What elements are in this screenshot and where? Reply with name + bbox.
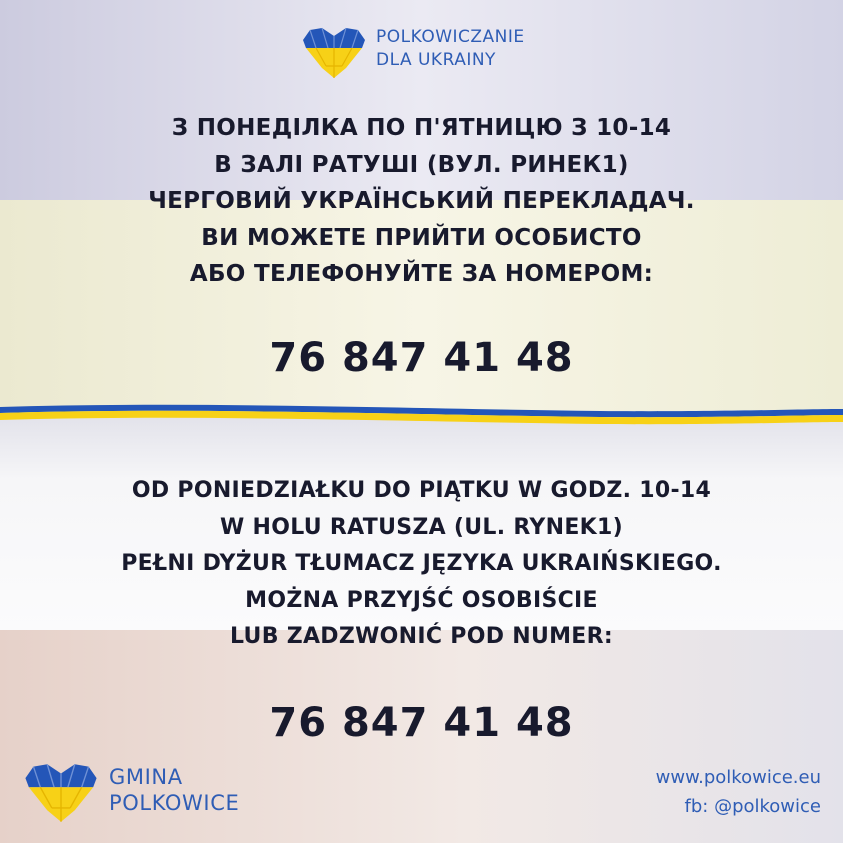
ukrainian-info-text — [0, 110, 843, 293]
logo-bottom-title — [109, 764, 239, 816]
logo-top-line2: DLA UKRAINY — [376, 50, 496, 70]
logo-bottom-line1: GMINA — [109, 765, 183, 789]
pl-line-1: OD PONIEDZIAŁKU DO PIĄTKU W GODZ. 10-14 — [131, 478, 712, 503]
logo-gmina-polkowice — [24, 760, 284, 830]
facebook-handle[interactable]: fb: @polkowice — [684, 796, 821, 817]
ua-line-5: АБО ТЕЛЕФОНУЙТЕ ЗА НОМЕРОМ: — [189, 261, 654, 287]
ua-line-1: З ПОНЕДІЛКА ПО П'ЯТНИЦЮ З 10-14 — [171, 115, 672, 141]
pl-line-2: W HOLU RATUSZA (UL. RYNEK1) — [220, 514, 623, 540]
ua-line-3: ЧЕРГОВИЙ УКРАЇНСЬКИЙ ПЕРЕКЛАДАЧ. — [148, 188, 695, 214]
contact-info — [656, 763, 821, 821]
pl-line-4: MOŻNA PRZYJŚĆ OSOBIŚCIE — [245, 587, 598, 613]
ua-phone-number: 76 847 41 48 — [269, 335, 574, 381]
logo-polkowiczanie-dla-ukrainy — [302, 26, 552, 86]
heart-icon — [24, 762, 98, 824]
heart-icon — [302, 26, 366, 80]
pl-phone-number: 76 847 41 48 — [269, 700, 574, 746]
ukraine-flag-wave — [0, 395, 843, 435]
ua-line-4: ВИ МОЖЕТЕ ПРИЙТИ ОСОБИСТО — [201, 224, 642, 251]
logo-top-title — [376, 26, 525, 72]
logo-top-line1: POLKOWICZANIE — [376, 27, 525, 47]
ua-line-2: В ЗАЛІ РАТУШІ (ВУЛ. РИНЕК1) — [214, 151, 629, 178]
polish-info-text — [0, 473, 843, 656]
pl-line-5: LUB ZADZWONIĆ POD NUMER: — [230, 624, 613, 649]
website-link[interactable]: www.polkowice.eu — [655, 767, 821, 788]
pl-line-3: PEŁNI DYŻUR TŁUMACZ JĘZYKA UKRAIŃSKIEGO. — [121, 551, 722, 576]
logo-bottom-line2: POLKOWICE — [109, 791, 240, 815]
